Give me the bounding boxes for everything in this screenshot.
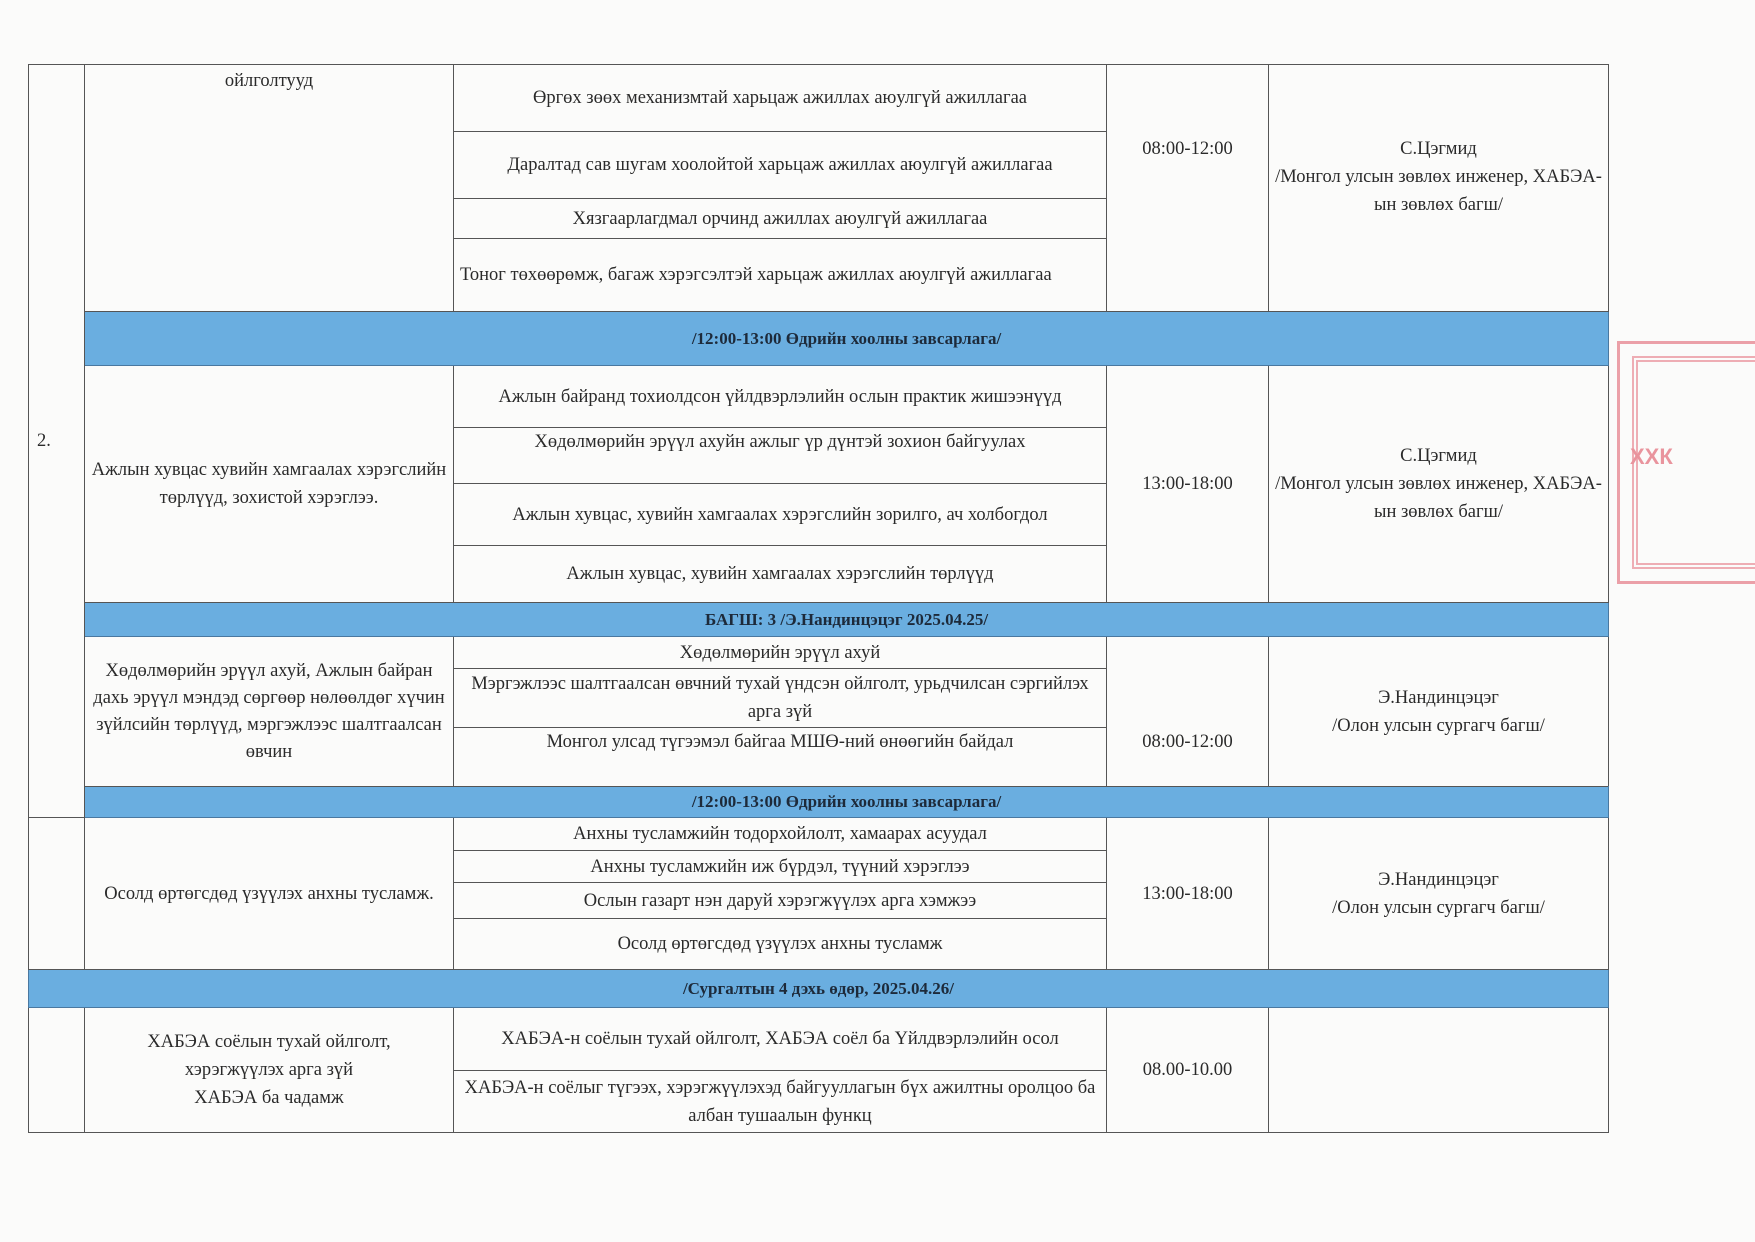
- topic-cell: Осолд өртөгсдөд үзүүлэх анхны тусламж.: [85, 818, 454, 970]
- schedule-table: [28, 64, 1609, 1133]
- band-label: /12:00-13:00 Өдрийн хоолны завсарлага/: [85, 787, 1609, 818]
- teacher-title: /Монгол улсын зөвлөх инженер, ХАБЭА-ын зөвлөх багш/: [1275, 474, 1602, 522]
- item-cell: Мэргэжлээс шалтгаалсан өвчний тухай үндсэн ойлголт, урьдчилсан сэргийлэх арга зүй: [454, 669, 1107, 728]
- company-stamp: ХХК: [1617, 341, 1755, 584]
- teacher-name: С.Цэгмид: [1400, 446, 1477, 466]
- topic-cell: ойлголтууд: [85, 65, 454, 312]
- item-cell: ХАБЭА-н соёлыг түгээх, хэрэгжүүлэхэд байгууллагын бүх ажилтны оролцоо ба албан тушаалын функц: [454, 1071, 1107, 1133]
- topic-line: ХАБЭА соёлын тухай ойлголт, хэрэгжүүлэх арга зүй: [147, 1032, 391, 1080]
- table-row: [29, 818, 1609, 851]
- time-cell: 13:00-18:00: [1107, 818, 1269, 970]
- empty-number-cell: [29, 818, 85, 970]
- teacher-cell: [1269, 366, 1609, 603]
- band-label: /Сургалтын 4 дэхь өдөр, 2025.04.26/: [29, 970, 1609, 1008]
- teacher-name: Э.Нандинцэцэг: [1378, 687, 1499, 708]
- time-cell: 13:00-18:00: [1107, 366, 1269, 603]
- item-cell: Ажлын хувцас, хувийн хамгаалах хэрэгслийн төрлүүд: [454, 546, 1107, 603]
- item-cell: Хөдөлмөрийн эрүүл ахуй: [454, 637, 1107, 669]
- row-number: 2.: [29, 65, 85, 818]
- item-cell: Тоног төхөөрөмж, багаж хэрэгсэлтэй харьцаж ажиллах аюулгүй ажиллагаа: [454, 239, 1107, 312]
- table-row: [29, 65, 1609, 132]
- table-row: [29, 637, 1609, 669]
- topic-cell: Хөдөлмөрийн эрүүл ахуй, Ажлын байран дахь эрүүл мэндэд сөргөөр нөлөөлдөг хүчин зүйлсийн төрлүүд, мэргэжлээс шалтгаалсан өвчин: [85, 637, 454, 787]
- teacher-band: [29, 603, 1609, 637]
- teacher-title: /Олон улсын сургагч багш/: [1332, 897, 1545, 918]
- empty-number-cell: [29, 1008, 85, 1133]
- teacher-cell: [1269, 65, 1609, 312]
- teacher-cell: [1269, 818, 1609, 970]
- teacher-cell: [1269, 637, 1609, 787]
- item-cell: Анхны тусламжийн тодорхойлолт, хамаарах асуудал: [454, 818, 1107, 851]
- topic-line: ХАБЭА ба чадамж: [194, 1088, 344, 1108]
- teacher-title: /Олон улсын сургагч багш/: [1332, 715, 1545, 736]
- item-cell: Анхны тусламжийн иж бүрдэл, түүний хэрэглээ: [454, 851, 1107, 883]
- band-label: /12:00-13:00 Өдрийн хоолны завсарлага/: [85, 312, 1609, 366]
- item-cell: Өргөх зөөх механизмтай харьцаж ажиллах аюулгүй ажиллагаа: [454, 65, 1107, 132]
- teacher-name: С.Цэгмид: [1400, 139, 1477, 159]
- break-band: [29, 312, 1609, 366]
- time-cell: 08:00-12:00: [1107, 65, 1269, 312]
- band-label: БАГШ: 3 /Э.Нандинцэцэг 2025.04.25/: [85, 603, 1609, 637]
- item-cell: Ажлын байранд тохиолдсон үйлдвэрлэлийн ослын практик жишээнүүд: [454, 366, 1107, 428]
- item-cell: ХАБЭА-н соёлын тухай ойлголт, ХАБЭА соёл ба Үйлдвэрлэлийн осол: [454, 1008, 1107, 1071]
- time-cell: 08.00-10.00: [1107, 1008, 1269, 1133]
- table-row: [29, 366, 1609, 428]
- teacher-title: /Монгол улсын зөвлөх инженер, ХАБЭА-ын зөвлөх багш/: [1275, 167, 1602, 215]
- topic-cell: Ажлын хувцас хувийн хамгаалах хэрэгслийн төрлүүд, зохистой хэрэглээ.: [85, 366, 454, 603]
- item-cell: Ослын газарт нэн даруй хэрэгжүүлэх арга хэмжээ: [454, 883, 1107, 919]
- teacher-cell-empty: [1269, 1008, 1609, 1133]
- item-cell: Хөдөлмөрийн эрүүл ахуйн ажлыг үр дүнтэй зохион байгуулах: [454, 428, 1107, 484]
- item-cell: Монгол улсад түгээмэл байгаа МШӨ-ний өнөөгийн байдал: [454, 728, 1107, 787]
- break-band: [29, 787, 1609, 818]
- item-cell: Осолд өртөгсдөд үзүүлэх анхны тусламж: [454, 919, 1107, 970]
- day-band: [29, 970, 1609, 1008]
- table-row: [29, 1008, 1609, 1071]
- item-cell: Хязгаарлагдмал орчинд ажиллах аюулгүй ажиллагаа: [454, 199, 1107, 239]
- item-cell: Ажлын хувцас, хувийн хамгаалах хэрэгслийн зорилго, ач холбогдол: [454, 484, 1107, 546]
- topic-cell: [85, 1008, 454, 1133]
- teacher-name: Э.Нандинцэцэг: [1378, 869, 1499, 890]
- time-cell: 08:00-12:00: [1107, 637, 1269, 787]
- item-cell: Даралтад сав шугам хоолойтой харьцаж ажиллах аюулгүй ажиллагаа: [454, 132, 1107, 199]
